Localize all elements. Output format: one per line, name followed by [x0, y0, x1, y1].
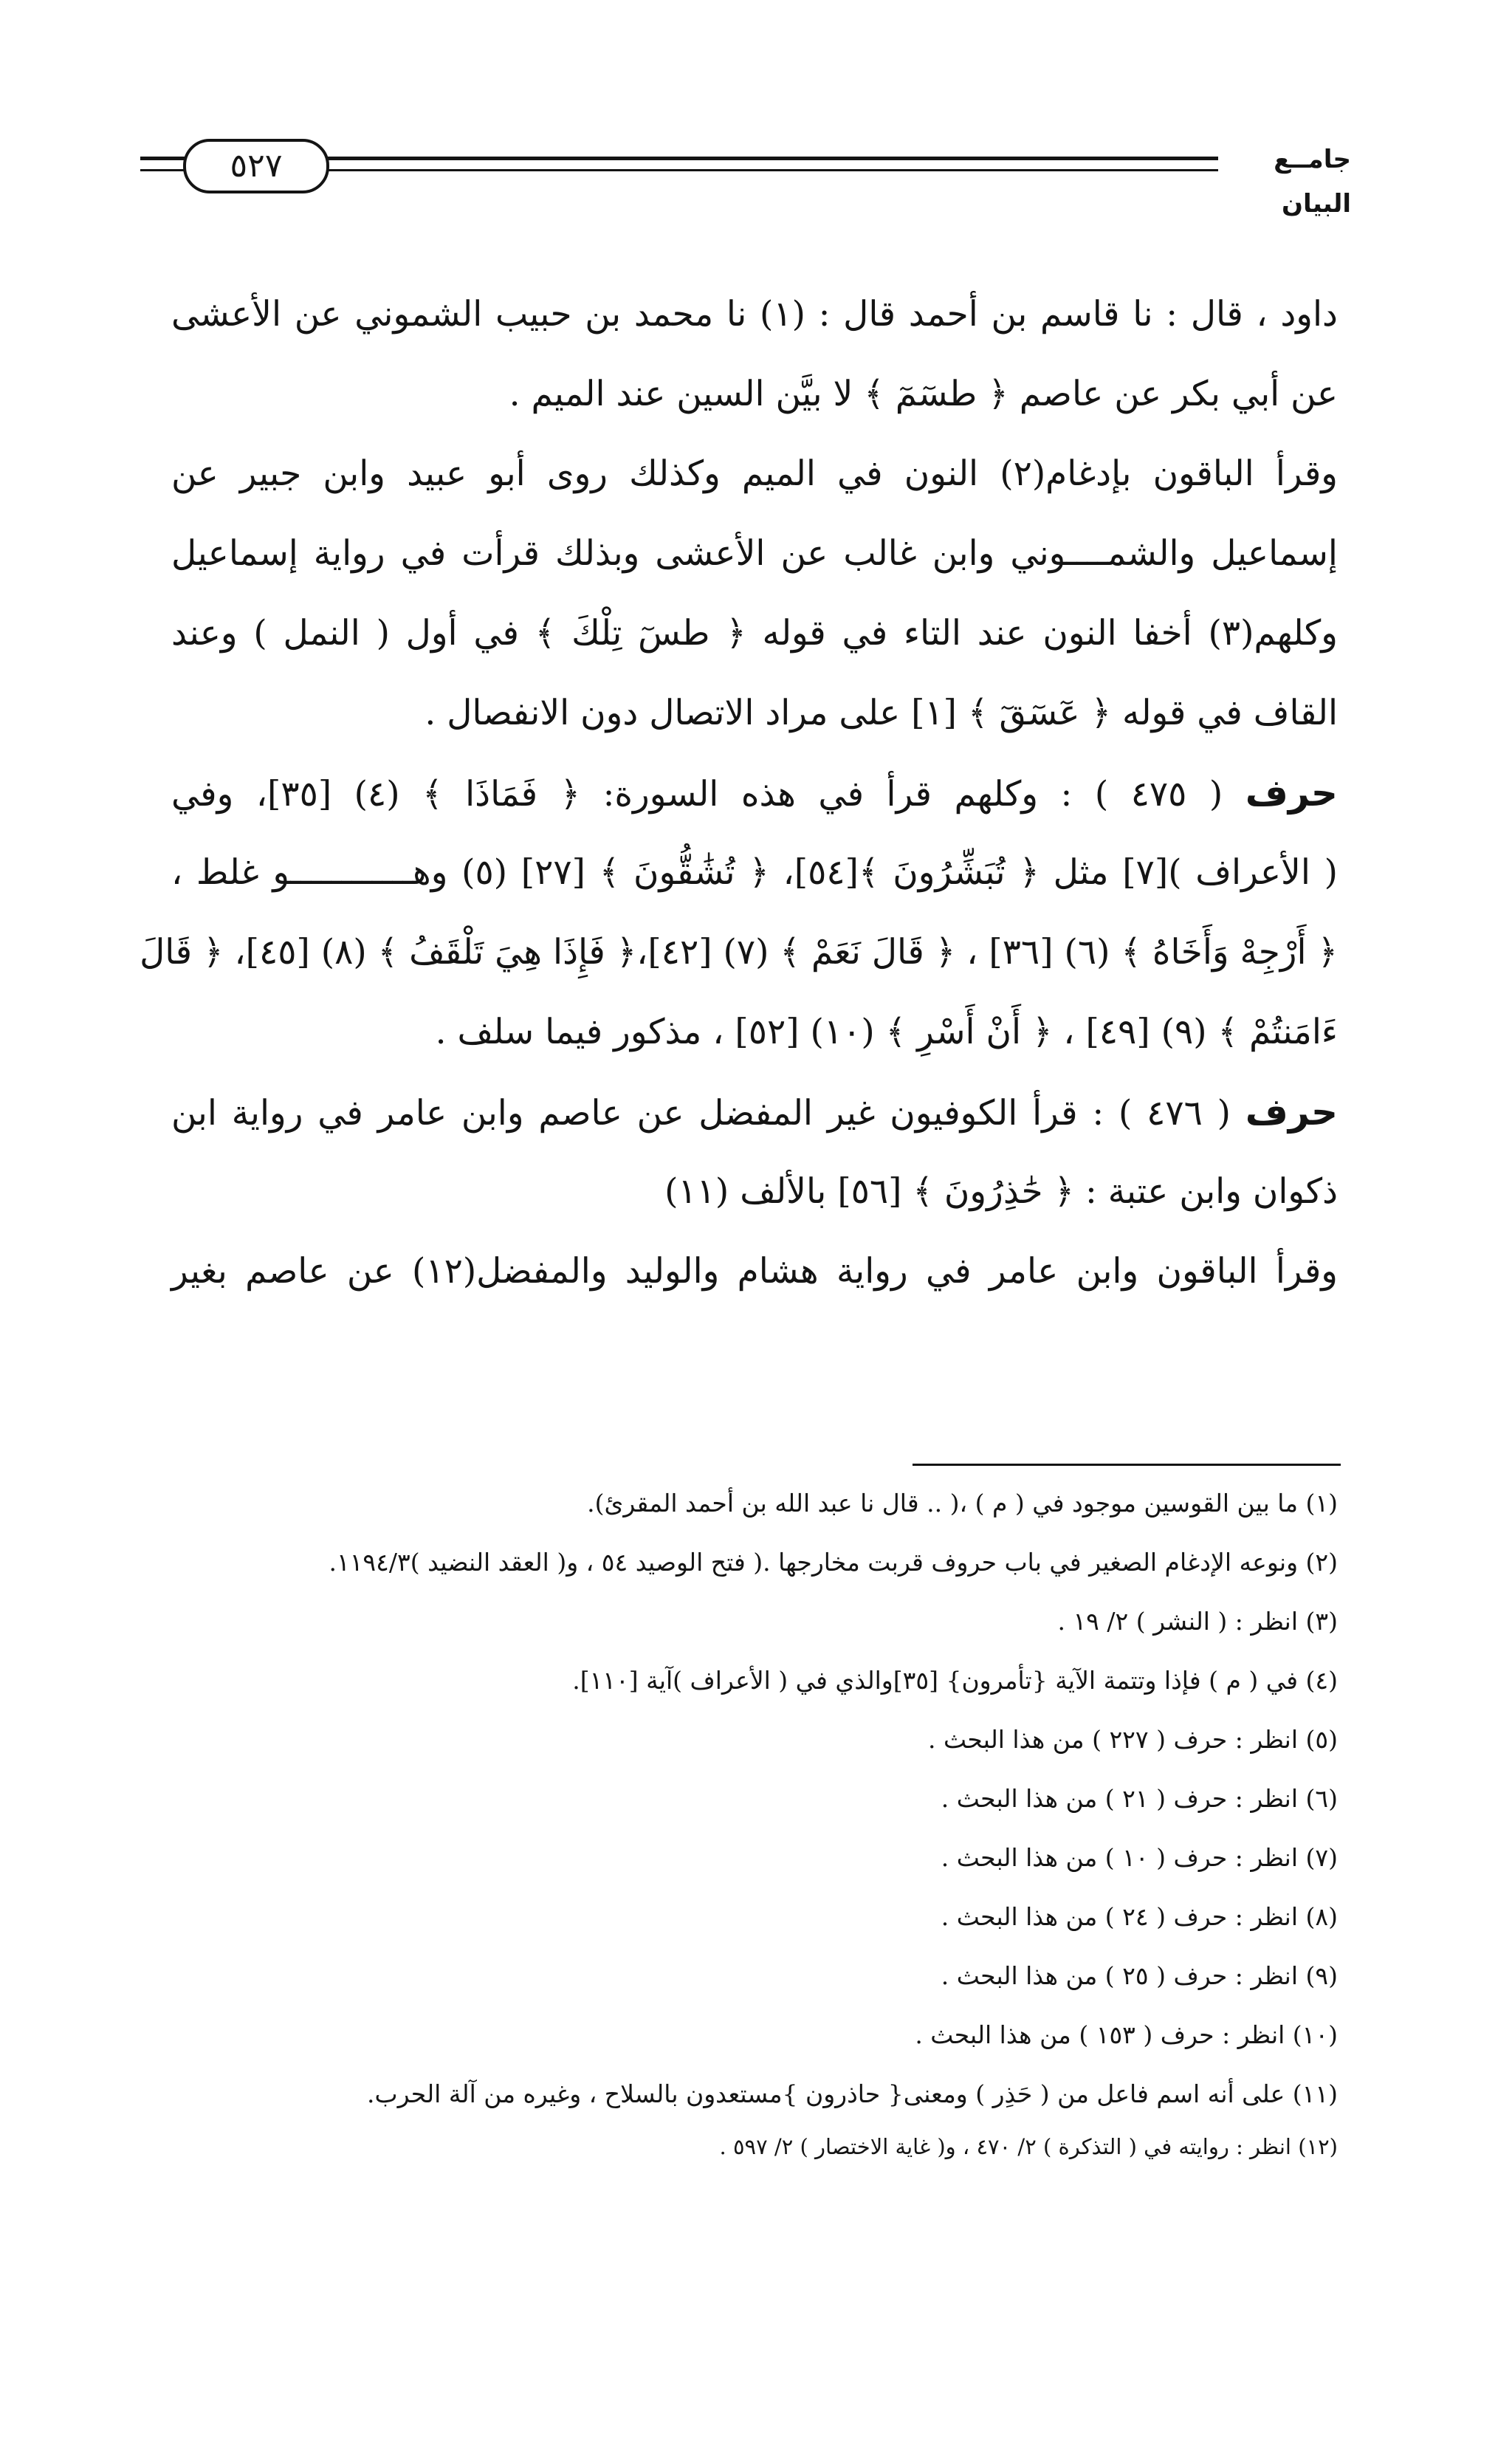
harf-476-text: ( ٤٧٦ ) : قرأ الكوفيون غير المفضل عن عاصم وابن عامر في رواية ابن — [171, 1093, 1231, 1134]
page-header — [140, 139, 1351, 219]
text-line: ءَامَنتُمْ ﴾ (٩) [٤٩] ، ﴿ أَنْ أَسْرِ ﴾ (١٠) [٥٢] ، مذكور فيما سلف . — [435, 1012, 1338, 1052]
running-title: جامــع البيان — [1274, 145, 1351, 219]
footnote-1: (١) ما بين القوسين موجود في ( م ) ،( .. قال نا عبد الله بن أحمد المقرئ). — [587, 1489, 1338, 1518]
text-line: وكلهم(٣) أخفا النون عند التاء في قوله ﴿ طسٓ تِلْكَ ﴾ في أول ( النمل ) وعند — [171, 613, 1338, 654]
text-line-harf-475 — [171, 753, 1338, 833]
text-line: ( الأعراف )[٧] مثل ﴿ تُبَشِّرُونَ ﴾[٥٤]، ﴿ تُشَٰقُّونَ ﴾ [٢٧] (٥) وهــــــــــــو غلط ، — [171, 852, 1338, 893]
footnote-8: (٨) انظر : حرف ( ٢٤ ) من هذا البحث . — [941, 1902, 1338, 1931]
text-line: ﴿ أَرْجِهْ وَأَخَاهُ ﴾ (٦) [٣٦] ، ﴿ قَالَ نَعَمْ ﴾ (٧) [٤٢]،﴿ فَإِذَا هِيَ تَلْقَفُ ﴾ (٨) [٤٥]، ﴿ قَالَ — [140, 932, 1338, 973]
text-line: القاف في قوله ﴿ عٓسٓقٓ ﴾ [١] على مراد الاتصال دون الانفصال . — [425, 693, 1338, 733]
text-line: ذكوان وابن عتبة : ﴿ حَٰذِرُونَ ﴾ [٥٦] بالألف (١١) — [664, 1171, 1338, 1212]
text-line: وقرأ الباقون بإدغام(٢) النون في الميم وكذلك روى أبو عبيد وابن جبير عن — [171, 453, 1338, 494]
footnote-divider — [913, 1464, 1341, 1466]
text-line: عن أبي بكر عن عاصم ﴿ طسٓمٓ ﴾ لا بيَّن السين عند الميم . — [509, 374, 1338, 414]
harf-label: حرف — [1245, 772, 1338, 815]
harf-475-text: ( ٤٧٥ ) : وكلهم قرأ في هذه السورة: ﴿ فَمَاذَا ﴾ (٤) [٣٥]، وفي — [171, 774, 1223, 815]
footnote-7: (٧) انظر : حرف ( ١٠ ) من هذا البحث . — [941, 1843, 1338, 1872]
footnote-11: (١١) على أنه اسم فاعل من ( حَذِر ) ومعنى{ حاذرون }مستعدون بالسلاح ، وغيره من آلة الحرب. — [367, 2079, 1338, 2108]
text-line: وقرأ الباقون وابن عامر في رواية هشام والوليد والمفضل(١٢) عن عاصم بغير — [171, 1251, 1338, 1292]
text-line: داود ، قال : نا قاسم بن أحمد قال : (١) نا محمد بن حبيب الشموني عن الأعشى — [171, 294, 1338, 335]
footnote-5: (٥) انظر : حرف ( ٢٢٧ ) من هذا البحث . — [928, 1725, 1338, 1754]
page-number: ٥٢٧ — [183, 139, 329, 193]
footnote-10: (١٠) انظر : حرف ( ١٥٣ ) من هذا البحث . — [915, 2020, 1338, 2049]
footnote-2: (٢) ونوعه الإدغام الصغير في باب حروف قربت مخارجها .( فتح الوصيد ٥٤ ، و( العقد النضيد )١١٩٤/٣. — [329, 1548, 1338, 1577]
footnote-12: (١٢) انظر : روايته في ( التذكرة ) ٢/ ٤٧٠ ، و( غاية الاختصار ) ٢/ ٥٩٧ . — [719, 2134, 1338, 2159]
footnotes — [171, 1474, 1338, 2170]
body-text — [140, 275, 1338, 1311]
header-rule-left — [140, 157, 185, 171]
footnote-3: (٣) انظر : ( النشر ) ٢/ ١٩ . — [1057, 1607, 1338, 1636]
footnote-4: (٤) في ( م ) فإذا وتتمة الآية {تأمرون} [٣٥]والذي في ( الأعراف )آية [١١٠]. — [572, 1666, 1338, 1695]
footnote-9: (٩) انظر : حرف ( ٢٥ ) من هذا البحث . — [941, 1961, 1338, 1990]
text-line: إسماعيل والشمــــوني وابن غالب عن الأعشى وبذلك قرأت في رواية إسماعيل — [171, 533, 1338, 574]
header-rule — [325, 157, 1218, 171]
harf-label: حرف — [1245, 1091, 1338, 1134]
footnote-6: (٦) انظر : حرف ( ٢١ ) من هذا البحث . — [941, 1784, 1338, 1813]
text-line-harf-476 — [171, 1072, 1338, 1152]
